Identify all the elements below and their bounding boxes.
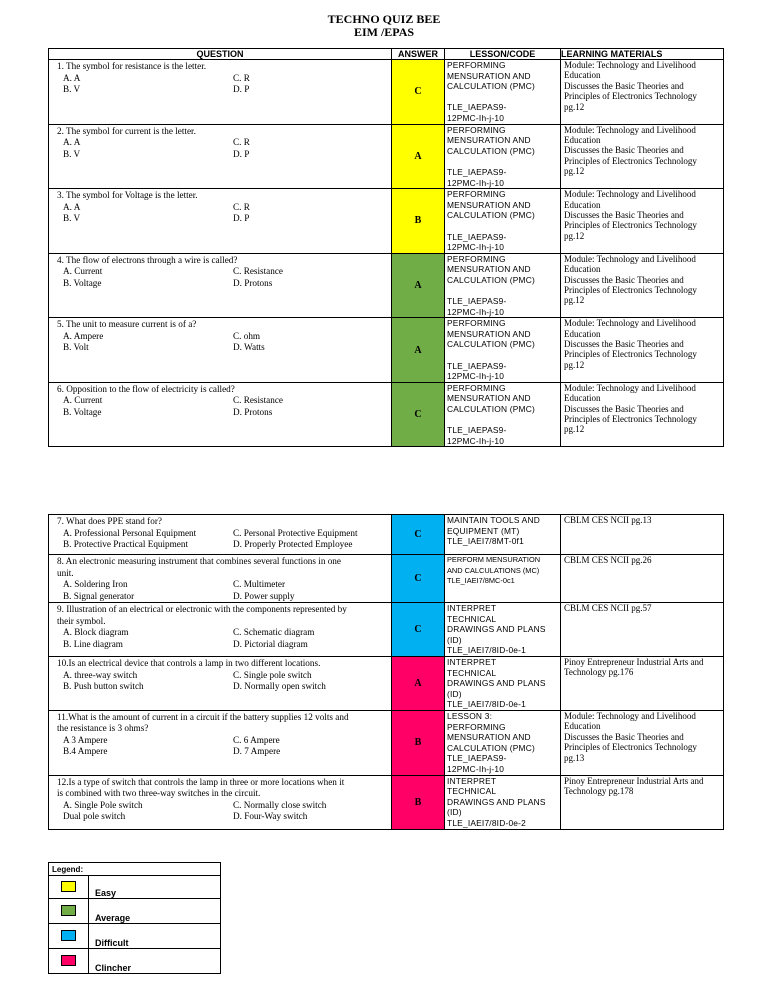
option-text: B. Voltage	[63, 406, 102, 417]
lesson-text: TLE_IAEPAS9-	[447, 102, 507, 113]
option-text: D. P	[233, 213, 250, 224]
question-text: 9. Illustration of an electrical or electronic with the components represented by	[57, 604, 347, 614]
legend-swatch-cell	[49, 876, 89, 899]
lesson-text: (ID)	[447, 807, 462, 818]
question-row	[49, 382, 724, 447]
question-row	[49, 555, 724, 603]
materials-text: Module: Technology and Livelihood	[564, 60, 696, 70]
option-text: C. Resistance	[233, 266, 284, 277]
materials-text: Education	[564, 199, 601, 210]
quiz-table-2	[48, 514, 724, 830]
lesson-code-cell	[445, 657, 561, 711]
answer-cell	[392, 603, 445, 657]
question-cell	[49, 555, 392, 603]
materials-text: pg.12	[564, 359, 585, 370]
materials-text: Education	[564, 264, 601, 275]
materials-text: Education	[564, 134, 601, 145]
lesson-text: TLE_IAEI7/8MT-0f1	[447, 536, 524, 547]
materials-text: Discusses the Basic Theories and	[564, 274, 684, 285]
question-text: 1. The symbol for resistance is the letter.	[57, 61, 207, 71]
question-text: 2. The symbol for current is the letter.	[57, 125, 196, 136]
answer-header: ANSWER	[392, 49, 445, 60]
option-text: B. Push button switch	[63, 681, 144, 691]
question-row	[49, 515, 724, 555]
lesson-text: 12PMC-Ih-j-10	[447, 306, 505, 317]
learning-materials-cell	[561, 60, 724, 125]
question-row	[49, 124, 724, 189]
option-text: C. Normally close switch	[233, 799, 327, 810]
option-text: B. V	[63, 148, 81, 159]
learning-materials-cell	[561, 124, 724, 189]
legend-label: Average	[89, 899, 221, 924]
answer-letter: C	[414, 573, 422, 584]
lesson-text: TLE_IAEPAS9-	[447, 360, 507, 371]
lesson-text: INTERPRET	[447, 775, 497, 786]
question-text: 11.What is the amount of current in a circuit if the battery supplies 12 volts and	[57, 711, 349, 722]
question-text: 3. The symbol for Voltage is the letter.	[57, 190, 198, 201]
lesson-text	[447, 92, 558, 103]
legend-label: Clincher	[89, 949, 221, 974]
legend	[48, 862, 221, 974]
materials-text: Technology pg.178	[564, 785, 634, 796]
option-text: C. Schematic diagram	[233, 627, 315, 637]
lesson-text: MENSURATION AND	[447, 70, 531, 81]
materials-text: Education	[564, 328, 601, 339]
materials-text: Technology pg.176	[564, 667, 634, 678]
option-text: A. Block diagram	[63, 627, 129, 637]
learning-materials-cell	[561, 189, 724, 254]
answer-cell	[392, 382, 445, 447]
lesson-text: DRAWINGS AND PLANS	[447, 678, 546, 689]
option-text: D. Pictorial diagram	[233, 638, 308, 649]
question-text: 6. Opposition to the flow of electricity is called?	[57, 383, 235, 394]
answer-cell	[392, 60, 445, 125]
legend-row	[49, 876, 221, 899]
option-text: C. Resistance	[233, 395, 284, 406]
lesson-text	[447, 415, 558, 426]
lesson-code-cell	[445, 189, 561, 254]
answer-letter: A	[414, 677, 422, 689]
options	[57, 735, 388, 758]
lesson-text: TLE_IAEPAS9-	[447, 296, 507, 307]
lesson-code-cell	[445, 555, 561, 603]
option-text: C. R	[233, 137, 250, 148]
lesson-text: 12PMC-Ih-j-10	[447, 371, 505, 382]
answer-cell	[392, 710, 445, 775]
lesson-code-cell	[445, 710, 561, 775]
lesson-text: MENSURATION AND	[447, 328, 531, 339]
lesson-text: PERFORM MENSURATION	[447, 555, 541, 564]
materials-text: pg.12	[564, 295, 585, 306]
answer-cell	[392, 775, 445, 829]
learning-materials-cell	[561, 775, 724, 829]
option-text: A. A	[63, 72, 81, 83]
materials-text: CBLM CES NCII pg.13	[564, 515, 652, 525]
table-header-row	[49, 49, 724, 60]
lesson-text: INTERPRET	[447, 603, 497, 613]
question-cell	[49, 318, 392, 383]
lesson-header: LESSON/CODE	[445, 49, 561, 60]
option-text: A. Soldering Iron	[63, 579, 128, 589]
question-row	[49, 253, 724, 318]
question-text: 7. What does PPE stand for?	[57, 516, 162, 526]
learning-materials-cell	[561, 555, 724, 603]
option-text: C. ohm	[233, 330, 261, 341]
answer-cell	[392, 515, 445, 555]
question-cell	[49, 382, 392, 447]
lesson-text: 12PMC-Ih-j-10	[447, 242, 505, 253]
lesson-text: 12PMC-Ih-j-10	[447, 177, 505, 188]
materials-text: Module: Technology and Livelihood	[564, 318, 696, 329]
lesson-text: PERFORMING	[447, 60, 506, 70]
answer-letter: C	[414, 624, 422, 635]
materials-text: Pinoy Entrepreneur Industrial Arts and	[564, 657, 704, 667]
question-text: is combined with two three-way switches in the circuit.	[57, 788, 261, 799]
materials-text: Education	[564, 721, 601, 732]
lesson-text: MENSURATION AND	[447, 732, 531, 743]
answer-cell	[392, 189, 445, 254]
lesson-text: PERFORMING	[447, 189, 506, 200]
question-header: QUESTION	[49, 49, 392, 60]
option-text: D. Normally open switch	[233, 681, 326, 691]
lesson-text: CALCULATION (PMC)	[447, 210, 535, 221]
option-text: C. Personal Protective Equipment	[233, 527, 358, 538]
lesson-text: CALCULATION (PMC)	[447, 404, 535, 414]
learning-materials-cell	[561, 657, 724, 711]
lesson-text: TLE_IAEPAS9-	[447, 231, 507, 242]
learning-materials-cell	[561, 253, 724, 318]
lesson-text: PERFORMING	[447, 253, 506, 264]
question-cell	[49, 515, 392, 555]
question-text: unit.	[57, 567, 74, 578]
options	[57, 800, 388, 823]
options	[57, 137, 388, 160]
lesson-code-cell	[445, 515, 561, 555]
materials-text: Discusses the Basic Theories and	[564, 731, 684, 742]
answer-cell	[392, 318, 445, 383]
legend-row	[49, 899, 221, 924]
lesson-text: TLE_IAEI7/8ID-0e-1	[447, 645, 527, 656]
question-cell	[49, 775, 392, 829]
question-row	[49, 603, 724, 657]
lesson-text: TECHNICAL	[447, 786, 497, 797]
lesson-text: PERFORMING	[447, 318, 506, 329]
answer-letter: C	[414, 409, 422, 421]
lesson-text: 12PMC-Ih-j-10	[447, 112, 505, 123]
materials-text: pg.12	[564, 424, 585, 435]
lesson-text: TLE_IAEPAS9-	[447, 166, 507, 177]
options	[57, 266, 388, 289]
option-text: D. 7 Ampere	[233, 746, 281, 757]
option-text: A. Single Pole switch	[63, 799, 143, 810]
document-subtitle: EIM /EPAS	[353, 25, 415, 39]
learning-materials-cell	[561, 603, 724, 657]
materials-text: pg.12	[564, 101, 585, 112]
option-text: C. R	[233, 72, 250, 83]
lesson-code-cell	[445, 775, 561, 829]
answer-letter: B	[414, 737, 422, 749]
lesson-text	[447, 285, 558, 296]
legend-row	[49, 924, 221, 949]
question-text: 4. The flow of electrons through a wire is called?	[57, 254, 238, 265]
question-row	[49, 60, 724, 125]
option-text: B.4 Ampere	[63, 746, 108, 757]
answer-cell	[392, 555, 445, 603]
option-text: D. Four-Way switch	[233, 811, 308, 822]
learning-materials-cell	[561, 515, 724, 555]
lesson-text: DRAWINGS AND PLANS	[447, 624, 546, 635]
answer-letter: A	[414, 279, 422, 291]
materials-text: Principles of Electronics Technology	[564, 742, 697, 753]
lesson-code-cell	[445, 382, 561, 447]
option-text: D. Power supply	[233, 590, 295, 601]
option-text: B. Protective Practical Equipment	[63, 539, 189, 549]
question-text: 5. The unit to measure current is of a?	[57, 319, 197, 330]
materials-text: CBLM CES NCII pg.26	[564, 555, 652, 565]
question-text: their symbol.	[57, 615, 106, 626]
lesson-text: MENSURATION AND	[447, 393, 531, 404]
question-cell	[49, 189, 392, 254]
materials-text: pg.13	[564, 752, 585, 763]
lesson-text: CALCULATION (PMC)	[447, 742, 535, 753]
lesson-text: PERFORMING	[447, 382, 506, 393]
option-text: D. Protons	[233, 277, 273, 288]
lesson-code-cell	[445, 318, 561, 383]
question-cell	[49, 603, 392, 657]
lesson-text: TLE_IAEPAS9-	[447, 753, 507, 764]
lesson-text: PERFORMING	[447, 124, 506, 135]
option-text: B. Line diagram	[63, 638, 123, 649]
option-text: C. Single pole switch	[233, 669, 312, 680]
materials-text: CBLM CES NCII pg.57	[564, 603, 652, 613]
document-title: TECHNO QUIZ BEE	[327, 12, 441, 26]
question-cell	[49, 657, 392, 711]
option-text: B. Voltage	[63, 277, 102, 288]
option-text: B. V	[63, 213, 81, 224]
answer-letter: C	[414, 529, 422, 540]
option-text: D. P	[233, 148, 250, 159]
lesson-code-cell	[445, 603, 561, 657]
materials-text: Module: Technology and Livelihood	[564, 124, 696, 135]
options	[57, 395, 388, 418]
option-text: A. A	[63, 201, 81, 212]
learning-materials-cell	[561, 382, 724, 447]
lesson-text: TLE_IAEI7/8MC-0c1	[447, 576, 515, 586]
materials-text: Education	[564, 70, 601, 81]
materials-text: Discusses the Basic Theories and	[564, 80, 684, 91]
answer-cell	[392, 657, 445, 711]
materials-text: Discusses the Basic Theories and	[564, 339, 684, 350]
materials-text: Pinoy Entrepreneur Industrial Arts and	[564, 775, 704, 786]
options	[57, 528, 388, 551]
lesson-text: TECHNICAL	[447, 613, 497, 624]
question-cell	[49, 253, 392, 318]
quiz-table-1	[48, 48, 724, 447]
legend-label: Easy	[89, 876, 221, 899]
materials-text: Module: Technology and Livelihood	[564, 710, 696, 721]
materials-text: Principles of Electronics Technology	[564, 91, 697, 102]
options	[57, 73, 388, 96]
learning-materials-cell	[561, 318, 724, 383]
lesson-text: CALCULATION (PMC)	[447, 145, 535, 156]
option-text: C. 6 Ampere	[233, 734, 280, 745]
question-row	[49, 710, 724, 775]
materials-text: Principles of Electronics Technology	[564, 284, 697, 295]
option-text: D. P	[233, 84, 250, 94]
option-text: Dual pole switch	[63, 811, 126, 822]
question-row	[49, 189, 724, 254]
legend-row	[49, 949, 221, 974]
lesson-text: CALCULATION (PMC)	[447, 339, 535, 350]
options	[57, 331, 388, 354]
materials-header: LEARNING MATERIALS	[561, 49, 724, 60]
options	[57, 670, 388, 693]
lesson-code-cell	[445, 253, 561, 318]
option-text: A. A	[63, 137, 81, 148]
lesson-code-cell	[445, 60, 561, 125]
lesson-text: 12PMC-Ih-j-10	[447, 435, 505, 446]
lesson-text: CALCULATION (PMC)	[447, 81, 535, 92]
legend-swatch-cell	[49, 924, 89, 949]
lesson-text	[447, 156, 558, 167]
question-row	[49, 318, 724, 383]
option-text: C. R	[233, 201, 250, 212]
option-text: A. Current	[63, 266, 103, 277]
lesson-text: (ID)	[447, 634, 462, 645]
answer-cell	[392, 253, 445, 318]
answer-letter: B	[414, 796, 422, 808]
answer-letter: A	[414, 150, 422, 162]
lesson-text: TECHNICAL	[447, 667, 497, 678]
legend-label: Difficult	[89, 924, 221, 949]
question-row	[49, 775, 724, 829]
question-cell	[49, 60, 392, 125]
legend-swatch	[61, 930, 76, 941]
lesson-text: MENSURATION AND	[447, 264, 531, 275]
lesson-text: (ID)	[447, 688, 462, 699]
option-text: A. three-way switch	[63, 669, 138, 680]
option-text: B. V	[63, 84, 81, 94]
legend-swatch	[61, 881, 76, 892]
lesson-text: PERFORMING	[447, 721, 506, 732]
option-text: B. Volt	[63, 342, 89, 353]
materials-text: Principles of Electronics Technology	[564, 349, 697, 360]
lesson-code-cell	[445, 124, 561, 189]
materials-text: Module: Technology and Livelihood	[564, 189, 696, 200]
legend-swatch-cell	[49, 949, 89, 974]
lesson-text	[447, 350, 558, 361]
options	[57, 579, 388, 602]
lesson-text: MENSURATION AND	[447, 135, 531, 146]
materials-text: Module: Technology and Livelihood	[564, 382, 696, 393]
materials-text: Principles of Electronics Technology	[564, 155, 697, 166]
question-text: 10.Is an electrical device that controls a lamp in two different locations.	[57, 658, 321, 668]
option-text: D. Properly Protected Employee	[233, 539, 353, 549]
learning-materials-cell	[561, 710, 724, 775]
option-text: B. Signal generator	[63, 590, 135, 601]
legend-title: Legend:	[49, 863, 221, 876]
option-text: A. Current	[63, 395, 103, 406]
lesson-text	[447, 221, 558, 232]
answer-cell	[392, 124, 445, 189]
materials-text: Discusses the Basic Theories and	[564, 145, 684, 156]
lesson-text: EQUIPMENT (MT)	[447, 525, 520, 536]
materials-text: pg.12	[564, 166, 585, 177]
options	[57, 202, 388, 225]
answer-letter: C	[414, 86, 422, 98]
option-text: A 3 Ampere	[63, 734, 108, 745]
lesson-text: CALCULATION (PMC)	[447, 274, 535, 285]
legend-swatch	[61, 955, 76, 966]
materials-text: pg.12	[564, 230, 585, 241]
materials-text: Principles of Electronics Technology	[564, 220, 697, 231]
lesson-text: TLE_IAEI7/8ID-0e-2	[447, 817, 527, 828]
question-cell	[49, 710, 392, 775]
lesson-text: TLE_IAEI7/8ID-0e-1	[447, 699, 527, 710]
lesson-text: 12PMC-Ih-j-10	[447, 763, 505, 774]
question-text: the resistance is 3 ohms?	[57, 723, 149, 734]
option-text: A. Ampere	[63, 330, 104, 341]
lesson-text: MAINTAIN TOOLS AND	[447, 515, 540, 525]
materials-text: Education	[564, 393, 601, 404]
materials-text: Principles of Electronics Technology	[564, 414, 697, 425]
answer-letter: A	[414, 344, 422, 356]
answer-letter: B	[414, 215, 422, 227]
lesson-text: AND CALCULATIONS (MC)	[447, 565, 540, 575]
lesson-text: MENSURATION AND	[447, 199, 531, 210]
question-text: 12.Is a type of switch that controls the lamp in three or more locations when it	[57, 776, 345, 787]
legend-swatch-cell	[49, 899, 89, 924]
options	[57, 627, 388, 650]
question-row	[49, 657, 724, 711]
lesson-text: INTERPRET	[447, 657, 497, 667]
lesson-text: LESSON 3:	[447, 710, 493, 721]
lesson-text: TLE_IAEPAS9-	[447, 425, 507, 436]
option-text: C. Multimeter	[233, 579, 286, 589]
materials-text: Discusses the Basic Theories and	[564, 209, 684, 220]
question-text: 8. An electronic measuring instrument that combines several functions in one	[57, 556, 341, 566]
option-text: A. Professional Personal Equipment	[63, 527, 197, 538]
materials-text: Discusses the Basic Theories and	[564, 403, 684, 414]
option-text: D. Watts	[233, 342, 265, 353]
question-cell	[49, 124, 392, 189]
lesson-text: DRAWINGS AND PLANS	[447, 796, 546, 807]
legend-swatch	[61, 905, 76, 916]
option-text: D. Protons	[233, 406, 273, 417]
materials-text: Module: Technology and Livelihood	[564, 253, 696, 264]
